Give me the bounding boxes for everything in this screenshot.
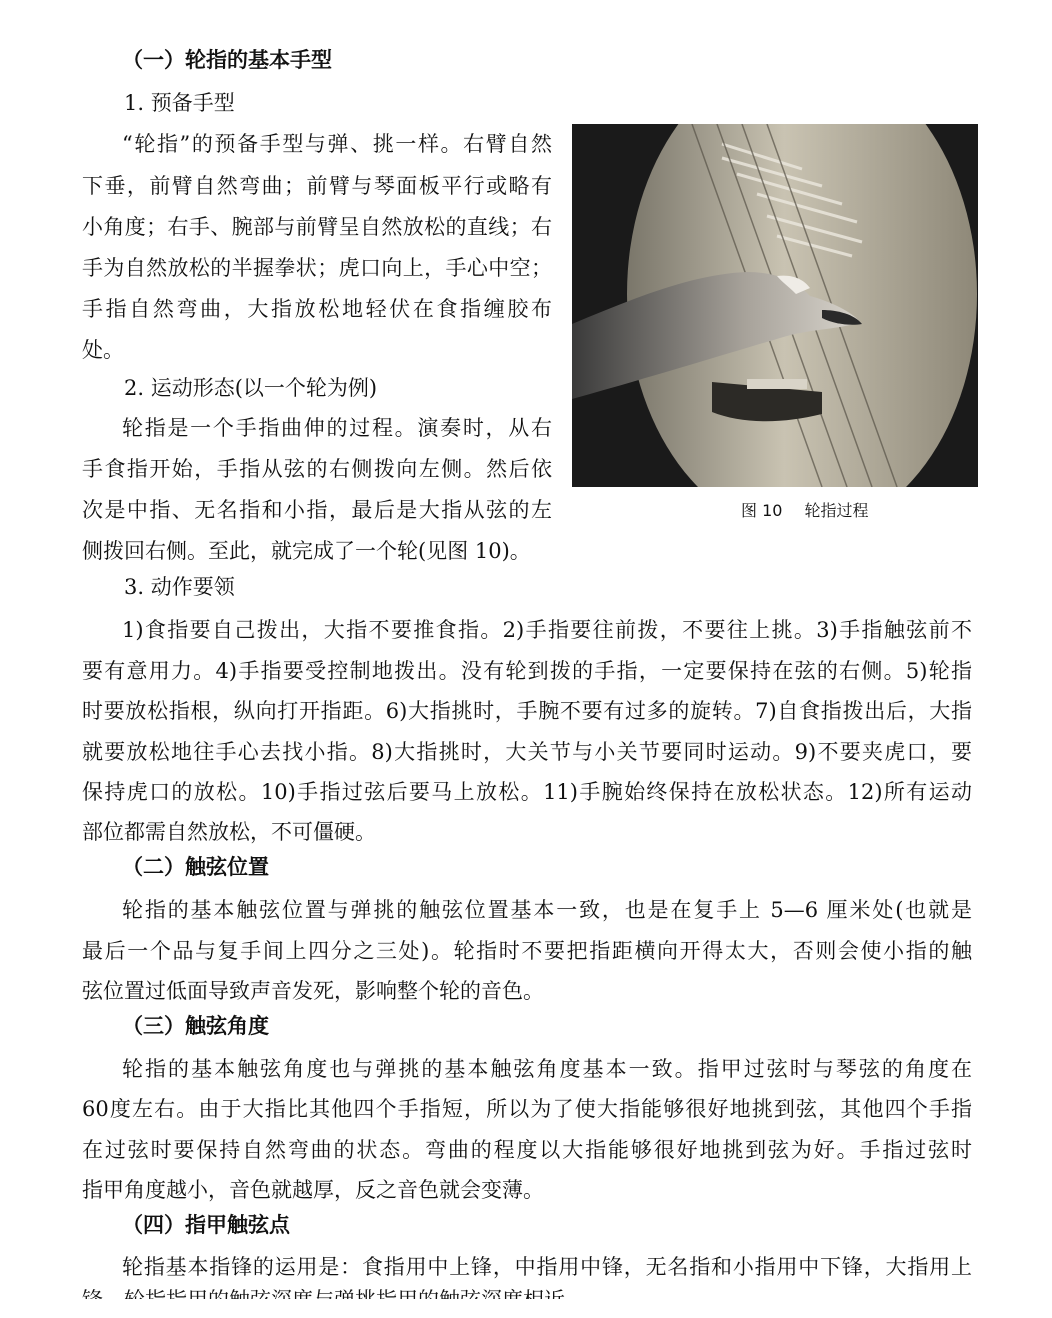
prep-line-6: 处。 <box>82 338 124 362</box>
prep-line-1: “轮指”的预备手型与弹、挑一样。右臂自然 <box>122 132 552 156</box>
angle-line-1: 轮指的基本触弦角度也与弹挑的基本触弦角度基本一致。指甲过弦时与琴弦的角度在 <box>122 1057 972 1081</box>
angle-line-4: 指甲角度越小，音色就越厚，反之音色就会变薄。 <box>82 1178 544 1202</box>
essentials-line-2: 要有意用力。4)手指要受控制地拨出。没有轮到拨的手指，一定要保持在弦的右侧。5)轮指 <box>82 659 972 683</box>
essentials-line-3: 时要放松指根，纵向打开指距。6)大指挑时，手腕不要有过多的旋转。7)自食指拨出后，大指 <box>82 699 972 723</box>
nail-line-1: 轮指基本指锋的运用是：食指用中上锋，中指用中锋，无名指和小指用中下锋，大指用上 <box>122 1255 972 1279</box>
section-heading-string-position: （二）触弦位置 <box>122 855 269 879</box>
angle-line-3: 在过弦时要保持自然弯曲的状态。弯曲的程度以大指能够很好地挑到弦为好。手指过弦时 <box>82 1138 972 1162</box>
position-line-3: 弦位置过低面导致声音发死，影响整个轮的音色。 <box>82 979 544 1003</box>
motion-line-1: 轮指是一个手指曲伸的过程。演奏时，从右 <box>122 416 552 440</box>
essentials-line-4: 就要放松地往手心去找小指。8)大指挑时，大关节与小关节要同时运动。9)不要夹虎口，要 <box>82 740 972 764</box>
section-heading-nail-contact-point: （四）指甲触弦点 <box>122 1213 290 1237</box>
figure-number: 图 10 <box>741 501 783 520</box>
essentials-line-6: 部位都需自然放松，不可僵硬。 <box>82 820 376 844</box>
prep-line-5: 手指自然弯曲，大指放松地轻伏在食指缠胶布 <box>82 297 552 321</box>
figure-caption <box>741 498 868 521</box>
prep-line-3: 小角度；右手、腕部与前臂呈自然放松的直线；右 <box>82 215 552 239</box>
figure-title: 轮指过程 <box>804 501 869 520</box>
section-heading-basic-hand-shape: （一）轮指的基本手型 <box>122 48 332 72</box>
subheading-motion-form: 2. 运动形态(以一个轮为例) <box>124 376 378 400</box>
subheading-prep-hand-shape: 1. 预备手型 <box>124 91 235 115</box>
position-line-1: 轮指的基本触弦位置与弹挑的触弦位置基本一致，也是在复手上 5—6 厘米处(也就是 <box>122 898 972 922</box>
motion-line-2: 手食指开始，手指从弦的右侧拨向左侧。然后依 <box>82 457 552 481</box>
prep-line-4: 手为自然放松的半握拳状；虎口向上，手心中空； <box>82 256 552 280</box>
page-bottom-cutoff <box>0 1299 1052 1318</box>
motion-line-3: 次是中指、无名指和小指，最后是大指从弦的左 <box>82 498 552 522</box>
essentials-line-5: 保持虎口的放松。10)手指过弦后要马上放松。11)手腕始终保持在放松状态。12)所有运动 <box>82 780 972 804</box>
motion-line-4: 侧拨回右侧。至此，就完成了一个轮(见图 10)。 <box>82 539 531 563</box>
lute-playing-photo <box>572 124 978 487</box>
essentials-line-1: 1)食指要自己拨出，大指不要推食指。2)手指要往前拨，不要往上挑。3)手指触弦前不 <box>122 618 972 642</box>
subheading-essentials: 3. 动作要领 <box>124 575 235 599</box>
angle-line-2: 60度左右。由于大指比其他四个手指短，所以为了使大指能够很好地挑到弦，其他四个手指 <box>82 1097 972 1121</box>
position-line-2: 最后一个品与复手间上四分之三处)。轮指时不要把指距横向开得太大，否则会使小指的触 <box>82 939 972 963</box>
prep-line-2: 下垂，前臂自然弯曲；前臂与琴面板平行或略有 <box>82 174 552 198</box>
hand-on-pipa-illustration <box>572 124 978 487</box>
section-heading-string-angle: （三）触弦角度 <box>122 1014 269 1038</box>
